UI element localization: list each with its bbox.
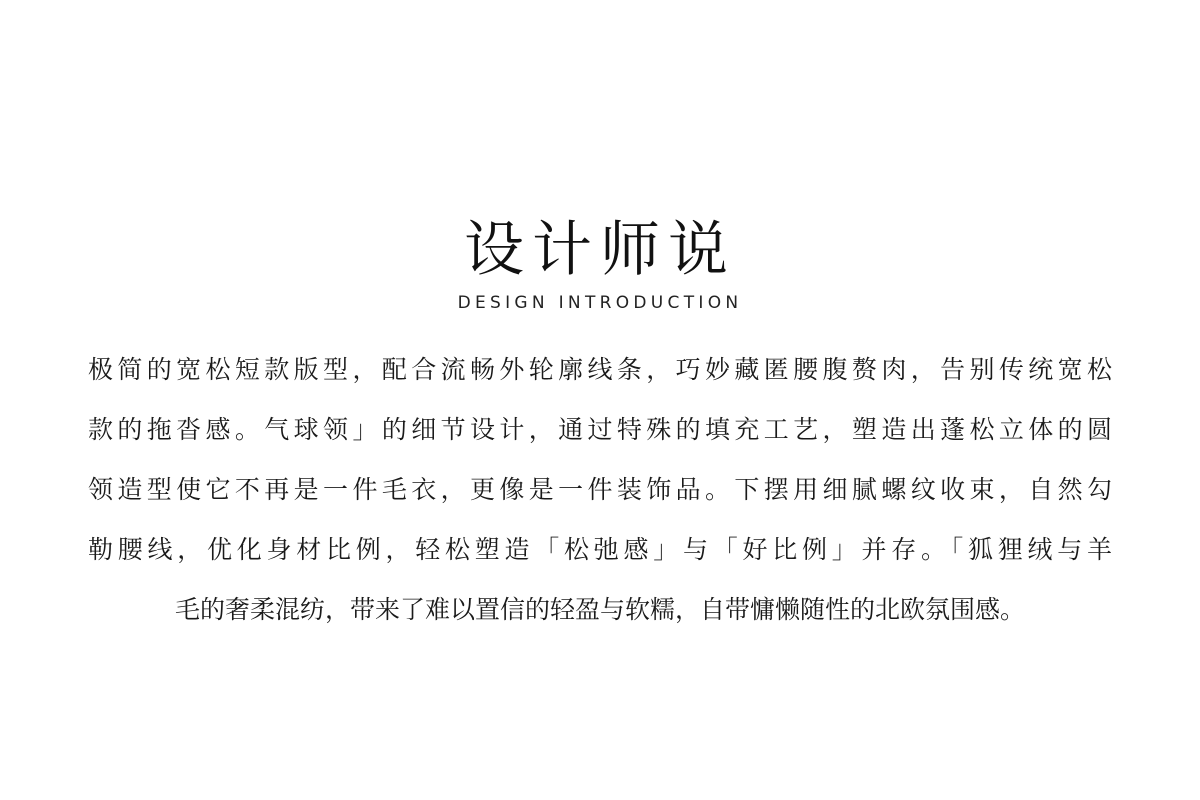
description-line: 毛的奢柔混纺，带来了难以置信的轻盈与软糯，自带慵懒随性的北欧氛围感。 — [174, 595, 1025, 624]
page-subtitle: DESIGN INTRODUCTION — [457, 293, 743, 313]
description-line: 领造型使它不再是一件毛衣，更像是一件装饰品。下摆用细腻螺纹收束，自然勾 — [88, 475, 1112, 504]
section-header — [0, 212, 1200, 314]
page-title: 设计师说 — [464, 215, 736, 285]
description-line: 勒腰线，优化身材比例，轻松塑造「松弛感」与「好比例」并存。「狐狸绒与羊 — [88, 535, 1112, 564]
designer-description — [88, 340, 1112, 640]
description-line: 极简的宽松短款版型，配合流畅外轮廓线条，巧妙藏匿腰腹赘肉，告别传统宽松 — [88, 355, 1112, 384]
description-line: 款的拖沓感。气球领」的细节设计，通过特殊的填充工艺，塑造出蓬松立体的圆 — [88, 415, 1112, 444]
